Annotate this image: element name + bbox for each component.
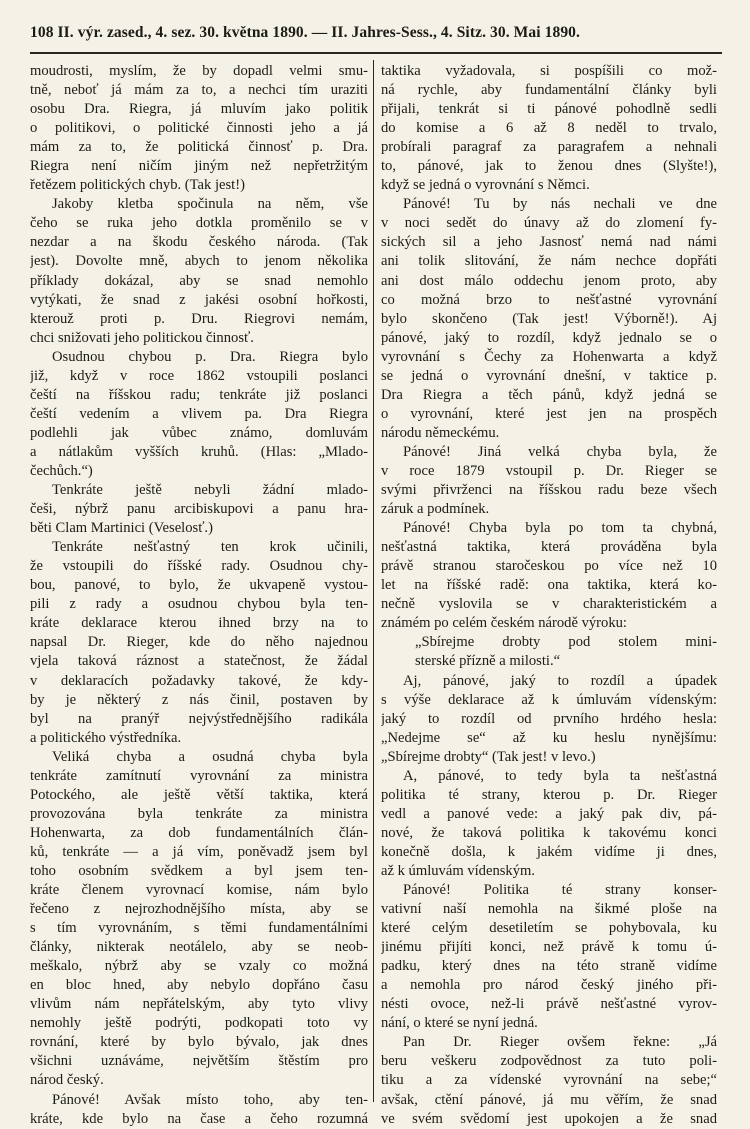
text-line: Aj, pánové, jaký to rozdíl a úpadek [403,672,717,689]
column-divider [373,60,374,1102]
text-line: o vyrovnání, které jest jen na prospěch [381,405,717,422]
text-line: všichni uznáváme, největším štěstím pro [30,1053,368,1070]
text-line: beru veškeru zodpovědnost za tuto poli- [381,1053,717,1070]
text-line: ků, tenkráte — a já vím, poněvadž jsem byl [30,843,368,860]
text-line: Tenkráte ještě nebyli žádní mlado- [52,482,368,499]
text-line: sterské přízně a milosti.“ [415,653,561,670]
text-line: Pánové! Politika té strany konser- [403,882,717,899]
text-line: osobu Dra. Riegra, já mluvím jako politik [30,101,368,118]
text-line: probírali paragraf za paragrafem a nehnali [381,139,717,156]
text-line: ani tolik slitování, že nám nechce dopřáti [381,253,717,270]
text-line: Jakoby kletba spočinula na něm, vše [52,196,368,213]
text-line: a nátlakům vyšších kruhů. (Hlas: „Mlado- [30,443,368,460]
text-line: to, pánové, jak to ženou dnes (Slyšte!), [381,158,717,175]
header-rule [30,52,722,54]
text-line: taktika vyžadovala, si pospíšili co mož- [381,63,717,79]
text-line: známém po celém českém národě výroku: [381,615,627,632]
text-line: „Sbírejme drobty“ (Tak jest! v levo.) [381,748,596,765]
text-line: chci snižovati jeho politickou činnosť. [30,329,254,346]
text-line: v noci sedět do únavy až do zlomení fy- [381,215,717,232]
text-line: národ český. [30,1072,104,1089]
text-line: svými přivrženci na říšskou radu beze všech [381,482,717,499]
text-line: s výše deklarace až k úmluvám vídenským: [381,691,717,708]
text-line: vlivům nám nepřátelským, aby tyto vlivy [30,996,368,1013]
text-line: čechůch.“) [30,462,93,479]
text-line: vjela taková ráznost a statečnost, že žádal [30,653,368,670]
text-line: nésti ovoce, než-li právě nešťastné vyrov- [381,996,717,1013]
text-line: čeští vedením a vlivem pa. Dra Riegra [30,405,368,422]
text-line: národu německému. [381,424,500,441]
text-line: vyrovnání s Čechy za Hohenwarta a když [381,348,717,365]
text-line: ve svém svědomí jest upokojen a že snad [381,1110,717,1127]
text-line: řečeno z nejrozhodnějšího místa, aby se [30,901,368,918]
text-line: politika té strany, kterou p. Dr. Rieger [381,786,717,803]
text-line: avšak, ctění pánové, já mu věřím, že snad [381,1091,717,1108]
text-line: v roce 1879 vstoupil p. Dr. Rieger se [381,462,717,479]
text-line: „Sbírejme drobty pod stolem mini- [415,634,717,651]
text-line: by je některý z nás činil, postaven by [30,691,368,708]
text-line: ani dost málo oddechu jenom proto, aby [381,272,717,289]
text-line: Pánové! Tu by nás nechali ve dne [403,196,717,213]
text-line: Hohenwarta, za dob fundamentálních člán- [30,824,368,841]
text-line: právě stranou staročeskou po více než 10 [381,558,717,575]
text-line: nové, že taková politika k takovému konci [381,824,717,841]
text-line: tenkráte zamítnutí vyrovnání za ministra [30,767,368,784]
text-line: záruk a podmínek. [381,501,490,518]
text-line: kráte deklarace kterou ihned brzy na to [30,615,368,632]
text-line: a politického výstředníka. [30,729,182,746]
text-line: přijali, tenkrát si ti pánové pohodlně sedli [381,101,717,118]
text-line: Pánové! Avšak místo toho, aby ten- [52,1091,368,1108]
text-line: nečně vyslovila se v charakteristickém a [381,596,717,613]
text-line: jaký to rozdíl od prvního hrdého hesla: [381,710,717,727]
text-line: příklady dokázal, aby se snad nemohlo [30,272,368,289]
text-line: Dra Riegra a těch pánů, když jedná se [381,386,717,403]
text-line: vytýkati, že snad z jakési osobní hořkosti, [30,291,368,308]
text-line: češi, nýbrž panu arcibiskupovi a panu hra- [30,501,368,518]
text-line: padku, který dnes na této straně vidíme [381,958,717,975]
text-line: pánové, jaký to rozdíl, když jednalo se o [381,329,717,346]
text-line: A, pánové, to tedy byla ta nešťastná [403,767,717,784]
text-line: Osudnou chybou p. Dra. Riegra bylo [52,348,368,365]
text-line: vativní naší nemohla na šikmé ploše na [381,901,717,918]
text-line: „Nedejme se“ až ku heslu nynějšímu: [381,729,717,746]
text-line: bou, panové, to bylo, že ukvapeně vystou- [30,577,368,594]
text-line: Riegra není ničím jiným než nepřetržitým [30,158,368,175]
text-line: řetězem politických chyb. (Tak jest!) [30,177,245,194]
text-line: čeští na říšskou radu; tenkráte již poslanci [30,386,368,403]
text-line: co možná brzo to nešťastné vyrovnání [381,291,717,308]
text-line: moudrosti, myslím, že by dopadl velmi smu- [30,63,368,79]
text-line: bylo skončeno (Tak jest! Výborně!). Aj [381,310,717,327]
right-column [381,62,717,1129]
text-line: podlehli jak vůbec známo, domluvám [30,424,368,441]
text-line: s tím vyrovnáním, s těmi fundamentálními [30,920,368,937]
text-line: že vstoupili do říšské rady. Osudnou chy- [30,558,368,575]
text-line: byl na pranýř nejvýstřednějšího radikála [30,710,368,727]
text-line: rovnání, které by bylo bývalo, jak dnes [30,1034,368,1051]
text-line: konečně došla, k jakém vidíme ji dnes, [381,843,717,860]
text-line: Pánové! Jiná velká chyba byla, že [403,443,717,460]
text-line: čeho se ruka jeho dotkla proměnilo se v [30,215,368,232]
text-line: Tenkráte nešťastný ten krok učinili, [52,539,368,556]
left-column [30,62,368,1129]
text-line: a nemohla pro národ český jiného při- [381,977,717,994]
text-line: běti Clam Martinici (Veselosť.) [30,520,213,537]
text-line: kráte, kde bylo na čase a čeho rozumná [30,1110,368,1127]
text-line: nemohly ještě podrýti, podkopati toto vy [30,1015,368,1032]
text-line: do komise a 6 až 8 neděl to trvalo, [381,120,717,137]
text-line: Pánové! Chyba byla po tom ta chybná, [403,520,717,537]
text-line: se jedná o vyrovnání dnešní, v taktice p. [381,367,717,384]
text-line: tiku a za vídenské vyrovnání na sebe;“ [381,1072,717,1089]
text-line: Pan Dr. Rieger ovšem řekne: „Já [403,1034,717,1051]
text-line: sických sil a jeho Jasnosť nemá nad námi [381,234,717,251]
text-line: kráte členem vyrovnací komise, nám bylo [30,882,368,899]
text-line: když se jedná o vyrovnání s Němci. [381,177,590,194]
text-line: pili z rady a osudnou chybou byla ten- [30,596,368,613]
text-line: Veliká chyba a osudná chyba byla [52,748,368,765]
text-line: nezdar a na škodu českého národa. (Tak [30,234,368,251]
text-line: jinému přijíti konci, než právě k tomu ú- [381,939,717,956]
text-line: mám za to, že politická činnosť p. Dra. [30,139,368,156]
text-line: již, když v roce 1862 vstoupili poslanci [30,367,368,384]
page-header: 108 II. výr. zased., 4. sez. 30. května 1890. — II. Jahres-Sess., 4. Sitz. 30. Mai 1890. [30,24,581,41]
text-line: let na říšské radě: ona taktika, která ko- [381,577,717,594]
text-line: toho osobním svědkem a byl jsem ten- [30,862,368,879]
text-line: en bloc hned, aby nebylo dopřáno času [30,977,368,994]
text-line: provozována byla tenkráte za ministra [30,805,368,822]
text-line: o politikovi, o politické činnosti jeho a já [30,120,368,137]
text-line: jest). Dovolte mně, abych to jenom několika [30,253,368,270]
text-line: nešťastná taktika, která prováděna byla [381,539,717,556]
text-line: napsal Dr. Rieger, kde do něho najednou [30,634,368,651]
text-line: až k úmluvám vídenským. [381,862,536,879]
text-line: ná rychle, aby fundamentální články byli [381,82,717,99]
text-line: nání, o které se nyní jedná. [381,1015,538,1032]
text-line: články, nikterak neotálelo, aby se neob- [30,939,368,956]
text-line: tně, neboť já mám za to, a nechci tím uraziti [30,82,368,99]
text-line: Potockého, ale ještě větší taktika, která [30,786,368,803]
text-line: v deklaracích požadavky takové, že kdy- [30,672,368,689]
text-line: kterouž proti p. Dru. Riegrovi nemám, [30,310,368,327]
text-line: meškalo, nýbrž aby se vzaly co možná [30,958,368,975]
text-line: vedl a panové vede: a jaký pak div, pá- [381,805,717,822]
text-line: které celým desetiletím se pohybovala, ku [381,920,717,937]
